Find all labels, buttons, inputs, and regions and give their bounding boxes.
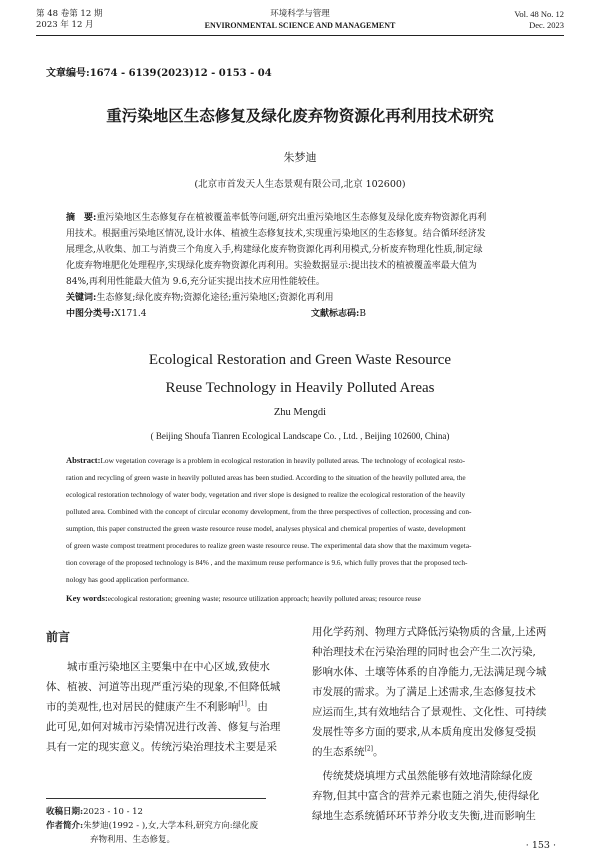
affiliation-en: ( Beijing Shoufa Tianren Ecological Landscape Co. , Ltd. , Beijing 102600, China) xyxy=(150,431,450,441)
article-id: 文章编号:1674 - 6139(2023)12 - 0153 - 04 xyxy=(46,68,272,79)
journal-title-cn: 环境科学与管理 xyxy=(270,9,330,19)
header-center xyxy=(150,9,450,31)
clc-label: 中图分类号: xyxy=(66,309,115,319)
body-line-text: 。由 xyxy=(246,701,268,713)
body-line-text: 的生态系统 xyxy=(312,746,365,758)
title-en-line: Ecological Restoration and Green Waste Resource xyxy=(148,352,452,368)
footnote-rule xyxy=(46,798,266,799)
author-en: Zhu Mengdi xyxy=(273,407,327,418)
keywords-cn xyxy=(66,290,556,306)
keywords-en xyxy=(66,590,556,607)
body-line: 体、植被、河道等出现严重污染的现象,不但降低城 xyxy=(46,681,281,693)
body-line xyxy=(312,742,562,762)
body-line: 具有一定的现实意义。传统污染治理技术主要是采 xyxy=(46,741,277,753)
section-heading: 前言 xyxy=(46,630,71,644)
footnote xyxy=(46,805,258,847)
header-rule xyxy=(36,35,564,36)
abstract-cn-label: 摘 要: xyxy=(66,213,97,223)
left-column xyxy=(46,657,296,757)
body-line xyxy=(46,697,296,717)
doc-code xyxy=(311,306,366,322)
abstract-en-line: Low vegetation coverage is a problem in ecological restoration in heavily polluted areas. The technology of ecological resto- xyxy=(100,456,466,465)
body-line: 市发展的需求。为了满足上述需求,生态修复技术 xyxy=(312,686,536,698)
abstract-en-line: ration and recycling of green waste in heavily polluted areas has been studied. According to the situation of the heavily polluted area, the xyxy=(66,473,466,482)
keywords-en-text: ecological restoration; greening waste; resource utilization approach; heavily polluted areas; resource reuse xyxy=(107,594,421,603)
body-line: 弃物,但其中富含的营养元素也随之消失,使得绿化 xyxy=(312,790,540,802)
header-left xyxy=(36,9,102,31)
bio-text: 弃物利用、生态修复。 xyxy=(90,835,176,845)
abstract-cn-line: 用技术。根据重污染地区情况,设计水体、植被生态修复技术,实现重污染地区的生态修复。结合循环经济发 xyxy=(66,229,486,239)
bio-label: 作者简介: xyxy=(46,821,84,831)
clc-code xyxy=(66,306,147,322)
body-line: 影响水体、土壤等体系的自净能力,无法满足现今城 xyxy=(312,666,547,678)
abstract-en xyxy=(66,452,556,607)
keywords-cn-label: 关键词: xyxy=(66,293,97,303)
abstract-en-line: sumption, this paper constructed the green waste resource reuse model, analyses physical and chemical properties of waste, development xyxy=(66,524,466,533)
body-line: 绿地生态系统循环环节养分收支失衡,进而影响生 xyxy=(312,810,536,822)
volume-issue: 第 48 卷第 12 期 xyxy=(36,9,103,19)
doc-code-label: 文献标志码: xyxy=(311,309,360,319)
body-line: 用化学药剂、物理方式降低污染物质的含量,上述两 xyxy=(312,626,547,638)
body-line-text: 。 xyxy=(373,746,384,758)
abstract-cn-line: 重污染地区生态修复存在植被覆盖率低等问题,研究出重污染地区生态修复及绿化废弃物资源化再利 xyxy=(96,213,487,223)
body-line: 发展性等多方面的要求,从本质角度出发修复受损 xyxy=(312,726,536,738)
right-column xyxy=(312,622,562,826)
author-cn: 朱梦迪 xyxy=(283,151,317,164)
abstract-en-line: nology has good application performance. xyxy=(66,575,189,584)
body-line: 种治理技术在污染治理的同时也会产生二次污染, xyxy=(312,646,536,658)
doc-code-value: B xyxy=(359,309,366,319)
keywords-en-label: Key words: xyxy=(66,593,108,603)
header-right xyxy=(514,9,564,31)
vol-no: Vol. 48 No. 12 xyxy=(514,9,564,19)
dec-date: Dec. 2023 xyxy=(529,20,564,30)
issue-date: 2023 年 12 月 xyxy=(36,20,94,30)
bio-text: 朱梦迪(1992 - ),女,大学本科,研究方向:绿化废 xyxy=(83,821,259,831)
citation[interactable]: [2] xyxy=(364,745,373,753)
received-label: 收稿日期: xyxy=(46,807,84,817)
affiliation-cn: (北京市首发天人生态景观有限公司,北京 102600) xyxy=(194,179,406,190)
title-en xyxy=(0,346,600,402)
abstract-cn xyxy=(66,210,556,322)
abstract-cn-line: 展理念,从收集、加工与消费三个角度入手,构建绿化废弃物资源化再利用模式,分析废弃物理化性质,制定绿 xyxy=(66,245,483,255)
abstract-en-line: ecological restoration technology of water body, vegetation and river slope is designed to realize the ecological restoration of the heavily xyxy=(66,490,466,499)
body-line: 此可见,如何对城市污染情况进行改善、修复与治理 xyxy=(46,721,281,733)
body-line-text: 市的美观性,也对居民的健康产生不利影响 xyxy=(46,701,239,713)
abstract-en-label: Abstract: xyxy=(66,455,101,465)
abstract-en-line: tion coverage of the proposed technology is 84% , and the maximum reuse performance is 9.6, which fully proves that the proposed tech- xyxy=(66,558,468,567)
abstract-en-line: polluted area. Combined with the concept of circular economy development, from the three perspectives of collection, processing and con- xyxy=(66,507,472,516)
received-date: 2023 - 10 - 12 xyxy=(83,807,143,817)
title-en-line: Reuse Technology in Heavily Polluted Areas xyxy=(165,380,435,396)
body-line: 应运而生,其有效地结合了景观性、文化性、可持续 xyxy=(312,706,547,718)
title-cn: 重污染地区生态修复及绿化废弃物资源化再利用技术研究 xyxy=(106,107,494,125)
keywords-cn-text: 生态修复;绿化废弃物;资源化途径;重污染地区;资源化再利用 xyxy=(96,293,334,303)
abstract-cn-line: 化废弃物堆肥化处理程序,实现绿化废弃物资源化再利用。实验数据显示:提出技术的植被覆盖率最大值为 xyxy=(66,261,477,271)
body-line: 城市重污染地区主要集中在中心区域,致使水 xyxy=(67,661,270,673)
page-number: · 153 · xyxy=(525,840,556,851)
journal-title-en: ENVIRONMENTAL SCIENCE AND MANAGEMENT xyxy=(204,21,396,30)
abstract-en-line: of green waste compost treatment procedures to realize green waste resource reuse. The experimental data show that the maximum vegeta- xyxy=(66,541,472,550)
clc-value: X171.4 xyxy=(114,309,147,319)
body-line: 传统焚烧填埋方式虽然能够有效地清除绿化废 xyxy=(312,770,533,782)
citation[interactable]: [1] xyxy=(238,700,247,708)
abstract-cn-line: 84%,再利用性能最大值为 9.6,充分证实提出技术应用性能较佳。 xyxy=(66,277,325,287)
